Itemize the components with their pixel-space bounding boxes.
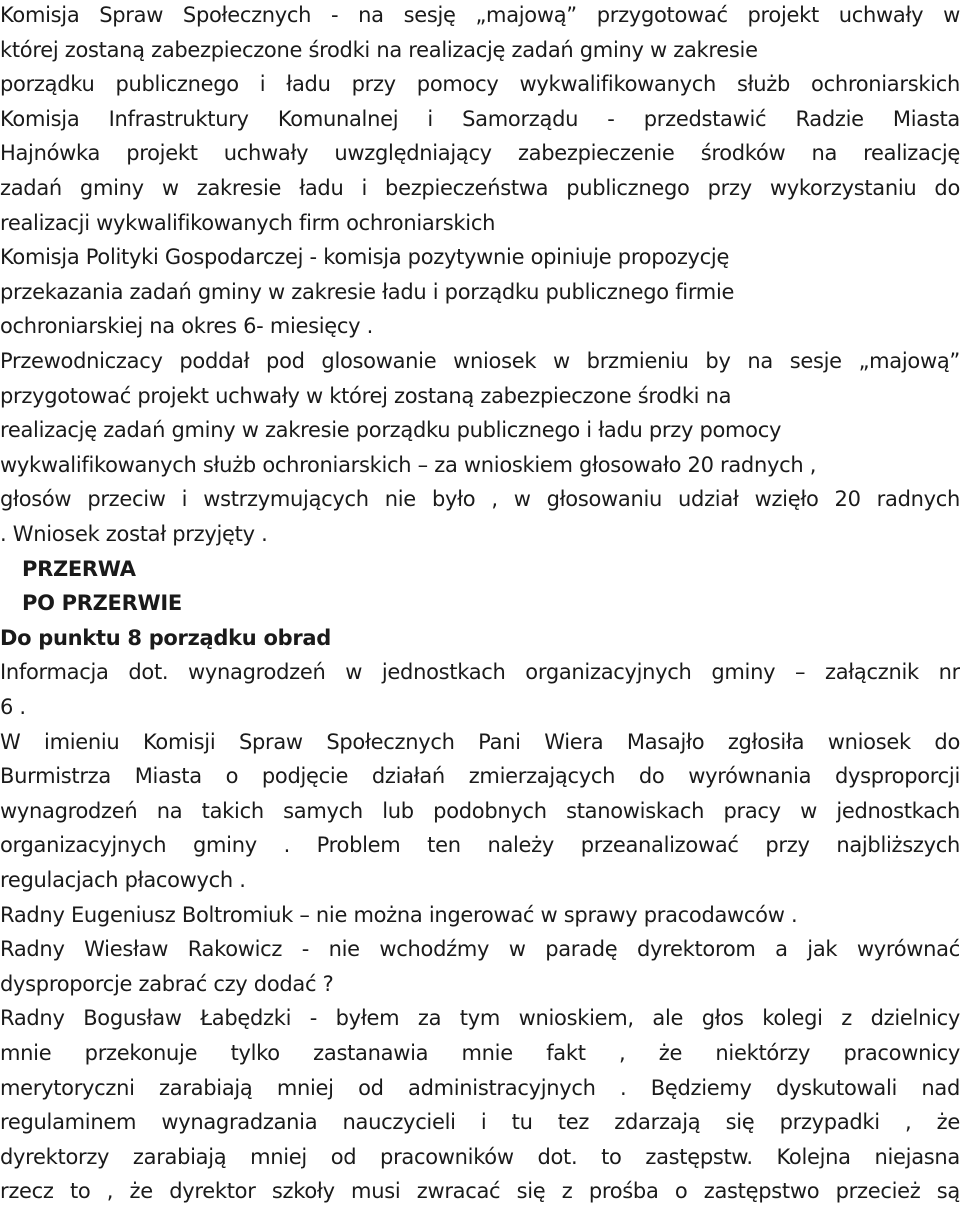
text-line: wykwalifikowanych służb ochroniarskich – za wnioskiem głosowało 20 radnych , bbox=[0, 452, 817, 477]
text-line: zadań gminy w zakresie ładu i bezpieczeństwa publicznego przy wykorzystaniu do bbox=[0, 176, 960, 200]
text-line: głosów przeciw i wstrzymujących nie było , w głosowaniu udział wzięło 20 radnych bbox=[0, 487, 960, 512]
text-line: porządku publicznego i ładu przy pomocy wykwalifikowanych służb ochroniarskich bbox=[0, 72, 960, 97]
text-line: organizacyjnych gminy . Problem ten należy przeanalizować przy najbliższych bbox=[0, 833, 960, 858]
text-line: . Wniosek został przyjęty . bbox=[0, 522, 268, 546]
heading-line: Do punktu 8 porządku obrad bbox=[0, 625, 331, 650]
text-line: merytoryczni zarabiają mniej od administracyjnych . Będziemy dyskutowali nad bbox=[0, 1075, 960, 1100]
text-line: której zostaną zabezpieczone środki na realizację zadań gminy w zakresie bbox=[0, 37, 758, 62]
text-line: dysproporcje zabrać czy dodać ? bbox=[0, 971, 334, 996]
text-line: Hajnówka projekt uchwały uwzględniający zabezpieczenie środków na realizację bbox=[0, 141, 960, 166]
text-line: 6 . bbox=[0, 695, 26, 719]
text-line: przygotować projekt uchwały w której zostaną zabezpieczone środki na bbox=[0, 383, 732, 408]
text-line: Komisja Spraw Społecznych - na sesję „majową” przygotować projekt uchwały w bbox=[0, 3, 960, 27]
text-line: realizacji wykwalifikowanych firm ochroniarskich bbox=[0, 210, 496, 235]
text-line: Komisja Polityki Gospodarczej - komisja pozytywnie opiniuje propozycję bbox=[0, 245, 730, 270]
text-line: rzecz to , że dyrektor szkoły musi zwracać się z prośba o zastępstwo przecież są bbox=[0, 1179, 960, 1204]
text-line: wynagrodzeń na takich samych lub podobnych stanowiskach pracy w jednostkach bbox=[0, 798, 960, 823]
heading-line: PRZERWA bbox=[22, 556, 136, 581]
text-line: dyrektorzy zarabiają mniej od pracowników dot. to zastępstw. Kolejna niejasna bbox=[0, 1144, 960, 1169]
text-line: regulaminem wynagradzania nauczycieli i tu tez zdarzają się przypadki , że bbox=[0, 1110, 960, 1135]
heading-line: PO PRZERWIE bbox=[22, 591, 182, 616]
text-line: Burmistrza Miasta o podjęcie działań zmierzających do wyrównania dysproporcji bbox=[0, 764, 960, 789]
text-line: przekazania zadań gminy w zakresie ładu i porządku publicznego firmie bbox=[0, 279, 735, 304]
text-line: realizację zadań gminy w zakresie porządku publicznego i ładu przy pomocy bbox=[0, 418, 782, 443]
text-line: Radny Eugeniusz Boltromiuk – nie można ingerować w sprawy pracodawców . bbox=[0, 902, 798, 927]
text-line: Przewodniczacy poddał pod glosowanie wniosek w brzmieniu by na sesje „majową” bbox=[0, 349, 960, 373]
text-line: Komisja Infrastruktury Komunalnej i Samorządu - przedstawić Radzie Miasta bbox=[0, 106, 960, 131]
text-line: Radny Bogusław Łabędzki - byłem za tym wnioskiem, ale głos kolegi z dzielnicy bbox=[0, 1006, 960, 1031]
text-line: regulacjach płacowych . bbox=[0, 868, 246, 892]
text-line: ochroniarskiej na okres 6- miesięcy . bbox=[0, 314, 374, 339]
text-line: Informacja dot. wynagrodzeń w jednostkach organizacyjnych gminy – załącznik nr bbox=[0, 660, 960, 685]
text-line: Radny Wiesław Rakowicz - nie wchodźmy w paradę dyrektorom a jak wyrównać bbox=[0, 937, 960, 962]
text-line: mnie przekonuje tylko zastanawia mnie fakt , że niektórzy pracownicy bbox=[0, 1041, 960, 1065]
text-line: W imieniu Komisji Spraw Społecznych Pani Wiera Masajło zgłosiła wniosek do bbox=[0, 729, 960, 754]
